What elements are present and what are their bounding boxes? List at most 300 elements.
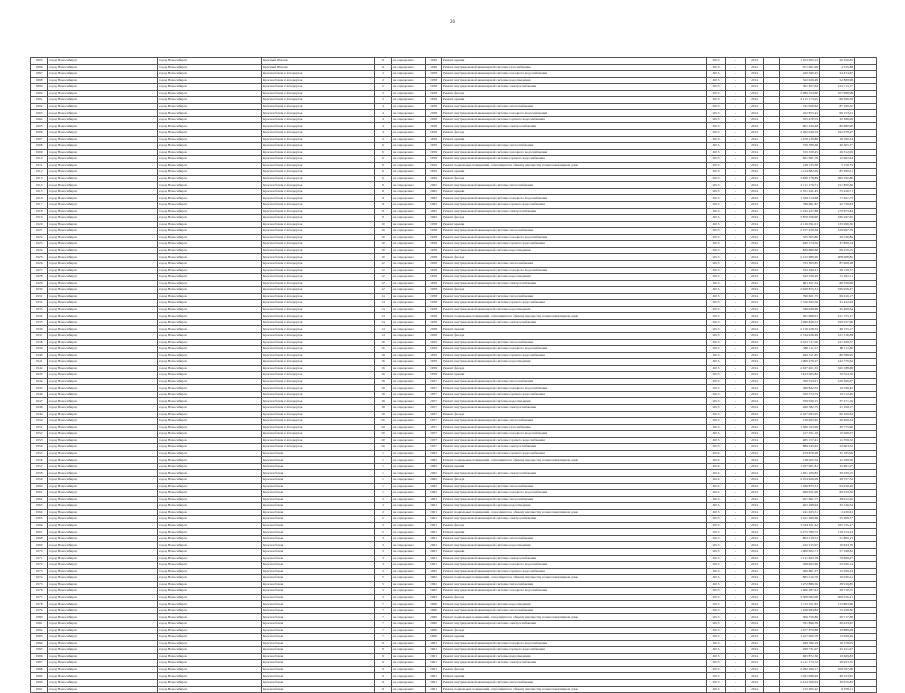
locality-cell: город Новосибирск [158,149,262,156]
work-type-cell: Ремонт внутридомовой инженерной системы газоснабжения [442,424,707,431]
ownership-cell: не определено [392,470,426,477]
work-type-cell: Ремонт крыши [442,58,707,65]
municipality-cell: город Новосибирск [48,280,158,287]
sum-cell: 25 411,07 [820,647,855,654]
work-type-cell: Ремонт внутридомовой инженерной системы теплоснабжения [442,339,707,346]
build-year-cell: 1958 [426,110,442,117]
work-type-cell: Ремонт внутридомовой инженерной системы теплоснабжения [442,103,707,110]
dash-cell: - [726,431,746,438]
house-cell: 14 [375,332,392,339]
ownership-cell: не определено [392,535,426,542]
house-cell: 5 [375,575,392,582]
locality-cell: город Новосибирск [158,156,262,163]
build-year-cell: 1961 [426,666,442,673]
work-type-cell: Ремонт подвальных помещений, относящихся к общему имуществу в многоквартирном доме [442,313,707,320]
cost-cell: 361 457,64 [780,84,820,91]
end-year-cell: 2014 [746,156,764,163]
build-year-cell: 1962 [426,195,442,202]
cost-cell: 665 872,30 [780,653,820,660]
locality-cell: город Новосибирск [158,182,262,189]
locality-cell: город Новосибирск [158,503,262,510]
cost-cell: 160 590,45 [780,71,820,78]
sum-cell: 75 226,71 [820,188,855,195]
municipality-cell: город Новосибирск [48,634,158,641]
house-cell: 7 [375,601,392,608]
municipality-cell: город Новосибирск [48,568,158,575]
sum-cell: 48 155,17 [820,326,855,333]
work-type-cell: Ремонт внутридомовой инженерной системы электроснабжения [442,280,707,287]
locality-cell: город Новосибирск [158,463,262,470]
cost-cell: 2 254 629,09 [780,477,820,484]
build-year-cell: 1960 [426,614,442,621]
start-year-cell: 2015 [707,385,726,392]
dash-cell: - [726,457,746,464]
cost-cell: 2 275 789,75 [780,529,820,536]
ownership-cell: не определено [392,607,426,614]
build-year-cell: 1958 [426,274,442,281]
sum-cell: 57 198,82 [820,549,855,556]
sum-cell: 28 710,75 [820,588,855,595]
street-cell: Краснообская 2-й переулок [262,378,375,385]
build-year-cell: 1961 [426,686,442,693]
end-year-cell: 2014 [746,280,764,287]
start-year-cell: 2015 [707,404,726,411]
row-number-cell: 1980 [31,614,48,621]
end-year-cell: 2014 [746,621,764,628]
municipality-cell: город Новосибирск [48,241,158,248]
street-cell: Краснообская 2-й переулок [262,293,375,300]
street-cell: Краснообская 2-й переулок [262,365,375,372]
row-number-cell: 1984 [31,640,48,647]
municipality-cell: город Новосибирск [48,346,158,353]
dash-cell: - [726,516,746,523]
dash-cell: - [726,627,746,634]
build-year-cell: 1958 [426,136,442,143]
end-year-cell: 2014 [746,293,764,300]
ownership-cell: не определено [392,575,426,582]
build-year-cell: 1962 [426,568,442,575]
cost-cell: 1 131 403,78 [780,555,820,562]
build-year-cell: 1958 [426,71,442,78]
build-year-cell: 1958 [426,228,442,235]
end-year-cell: 2014 [746,234,764,241]
dash-cell: - [726,372,746,379]
build-year-cell: 1949 [426,64,442,71]
end-year-cell: 2014 [746,522,764,529]
municipality-cell: город Новосибирск [48,549,158,556]
house-cell: 12 [375,274,392,281]
row-number-cell: 1926 [31,260,48,267]
street-cell: Краснообская [262,666,375,673]
municipality-cell: город Новосибирск [48,522,158,529]
cost-cell: 1 037 901,81 [780,463,820,470]
end-year-cell: 2014 [746,398,764,405]
cost-cell: 1 227 000,78 [780,634,820,641]
row-number-cell: 1895 [31,58,48,65]
house-cell: 12 [375,260,392,267]
start-year-cell: 2015 [707,188,726,195]
work-type-cell: Ремонт внутридомовой инженерной системы холодного водоснабжения [442,195,707,202]
ownership-cell: не определено [392,411,426,418]
dash-cell: - [726,326,746,333]
sum-cell: 29 717,68 [820,614,855,621]
cost-cell: 2 744 026,49 [780,332,820,339]
row-number-cell: 1972 [31,562,48,569]
build-year-cell: 1957 [426,437,442,444]
ownership-cell: не определено [392,326,426,333]
cost-cell: 961 220,48 [780,123,820,130]
locality-cell: город Новосибирск [158,634,262,641]
house-cell: 12 [375,267,392,274]
sum-cell: 32 146,34 [820,503,855,510]
end-year-cell: 2014 [746,346,764,353]
municipality-cell: город Новосибирск [48,398,158,405]
build-year-cell: 1958 [426,234,442,241]
sum-cell: 31 262,11 [820,274,855,281]
municipality-cell: город Новосибирск [48,673,158,680]
start-year-cell: 2015 [707,529,726,536]
ownership-cell: не определено [392,339,426,346]
municipality-cell: город Новосибирск [48,326,158,333]
cost-cell: 865 216,76 [780,575,820,582]
build-year-cell: 1959 [426,162,442,169]
build-year-cell: 1961 [426,679,442,686]
street-cell: Краснообская 2-й переулок [262,398,375,405]
locality-cell: город Новосибирск [158,686,262,693]
locality-cell: город Новосибирск [158,110,262,117]
locality-cell: город Новосибирск [158,169,262,176]
end-year-cell: 2014 [746,542,764,549]
start-year-cell: 2015 [707,509,726,516]
start-year-cell: 2015 [707,110,726,117]
street-cell: Краснообская [262,503,375,510]
start-year-cell: 2015 [707,575,726,582]
ownership-cell: не определено [392,215,426,222]
dash-cell: - [726,535,746,542]
work-type-cell: Ремонт внутридомовой инженерной системы водоотведения [442,542,707,549]
street-cell: Краснообская [262,621,375,628]
house-cell: 10 [375,228,392,235]
end-year-cell: 2014 [746,365,764,372]
work-type-cell: Ремонт внутридомовой инженерной системы горячего водоснабжения [442,352,707,359]
end-year-cell: 2014 [746,529,764,536]
ownership-cell: не определено [392,71,426,78]
municipality-cell: город Новосибирск [48,385,158,392]
street-cell: Краснообская [262,634,375,641]
sum-cell: 69 470,15 [820,247,855,254]
municipality-cell: город Новосибирск [48,483,158,490]
ownership-cell: не определено [392,103,426,110]
municipality-cell: город Новосибирск [48,306,158,313]
work-type-cell: Ремонт крыши [442,372,707,379]
street-cell: Красный Яблоня [262,64,375,71]
sum-cell: 13 658,49 [820,634,855,641]
sum-cell: 32 386,06 [820,116,855,123]
dash-cell: - [726,71,746,78]
locality-cell: город Новосибирск [158,365,262,372]
locality-cell: город Новосибирск [158,621,262,628]
cost-cell: 1 000 002,71 [780,549,820,556]
locality-cell: город Новосибирск [158,143,262,150]
build-year-cell: 1958 [426,77,442,84]
locality-cell: город Новосибирск [158,287,262,294]
end-year-cell: 2014 [746,562,764,569]
row-number-cell: 1912 [31,169,48,176]
locality-cell: город Новосибирск [158,293,262,300]
cost-cell: 496 051,96 [780,490,820,497]
municipality-cell: город Новосибирск [48,234,158,241]
house-cell: 18 [375,378,392,385]
sum-cell: 72 458,30 [820,607,855,614]
dash-cell: - [726,477,746,484]
end-year-cell: 2014 [746,221,764,228]
locality-cell: город Новосибирск [158,483,262,490]
sum-cell: 170 673,84 [820,208,855,215]
street-cell: Краснообская 2-й переулок [262,215,375,222]
work-type-cell: Ремонт внутридомовой инженерной системы теплоснабжения [442,607,707,614]
ownership-cell: не определено [392,287,426,294]
ownership-cell: не определено [392,666,426,673]
end-year-cell: 2014 [746,182,764,189]
municipality-cell: город Новосибирск [48,247,158,254]
end-year-cell: 2014 [746,195,764,202]
build-year-cell: 1962 [426,594,442,601]
cost-cell: 306 750,86 [780,614,820,621]
street-cell: Краснообская 2-й переулок [262,339,375,346]
row-number-cell: 1962 [31,496,48,503]
dash-cell: - [726,444,746,451]
municipality-cell: город Новосибирск [48,431,158,438]
end-year-cell: 2014 [746,653,764,660]
house-cell: 2 [375,522,392,529]
work-type-cell: Ремонт внутридомовой инженерной системы водоотведения [442,503,707,510]
dash-cell: - [726,58,746,65]
locality-cell: город Новосибирск [158,215,262,222]
street-cell: Краснообская [262,542,375,549]
end-year-cell: 2014 [746,411,764,418]
start-year-cell: 2015 [707,319,726,326]
dash-cell: - [726,647,746,654]
build-year-cell: 1958 [426,221,442,228]
cost-cell: 889 243,63 [780,444,820,451]
work-type-cell: Ремонт внутридомовой инженерной системы электроснабжения [442,555,707,562]
street-cell: Краснообская [262,450,375,457]
end-year-cell: 2014 [746,136,764,143]
municipality-cell: город Новосибирск [48,666,158,673]
end-year-cell: 2014 [746,116,764,123]
house-cell: 10 [375,247,392,254]
start-year-cell: 2015 [707,431,726,438]
row-number-cell: 1898 [31,77,48,84]
work-type-cell: Ремонт крыши [442,221,707,228]
row-number-cell: 1930 [31,287,48,294]
cost-cell: 1 906 279,27 [780,359,820,366]
start-year-cell: 2015 [707,228,726,235]
ownership-cell: не определено [392,162,426,169]
dash-cell: - [726,418,746,425]
end-year-cell: 2014 [746,673,764,680]
dash-cell: - [726,234,746,241]
build-year-cell: 1958 [426,116,442,123]
sum-cell: 121 753,17 [820,313,855,320]
dash-cell: - [726,319,746,326]
ownership-cell: не определено [392,143,426,150]
sum-cell: 29 469,54 [820,418,855,425]
house-cell: 6 [375,156,392,163]
cost-cell: 1 613 005,82 [780,372,820,379]
street-cell: Краснообская 2-й переулок [262,182,375,189]
sum-cell: 160 188,68 [820,365,855,372]
end-year-cell: 2014 [746,594,764,601]
house-cell: 14 [375,293,392,300]
cost-cell: 1 580 103,06 [780,424,820,431]
cost-cell: 192 299,41 [780,267,820,274]
dash-cell: - [726,143,746,150]
build-year-cell: 1961 [426,562,442,569]
locality-cell: город Новосибирск [158,97,262,104]
sum-cell: 85 360,01 [820,169,855,176]
cost-cell: 127 351,19 [780,431,820,438]
work-type-cell: Ремонт внутридомовой инженерной системы электроснабжения [442,660,707,667]
dash-cell: - [726,228,746,235]
start-year-cell: 2015 [707,280,726,287]
street-cell: Краснообская 2-й переулок [262,202,375,209]
dash-cell: - [726,339,746,346]
build-year-cell: 1959 [426,149,442,156]
street-cell: Краснообская [262,686,375,693]
sum-cell: 133 296,56 [820,221,855,228]
sum-cell: 19 669,83 [820,653,855,660]
build-year-cell: 1958 [426,241,442,248]
row-number-cell: 1977 [31,594,48,601]
start-year-cell: 2015 [707,116,726,123]
work-type-cell: Ремонт крыши [442,136,707,143]
table-body [31,58,877,693]
end-year-cell: 2014 [746,660,764,667]
work-type-cell: Ремонт внутридомовой инженерной системы холодного водоснабжения [442,385,707,392]
municipality-cell: город Новосибирск [48,607,158,614]
end-year-cell: 2014 [746,503,764,510]
house-cell: 3 [375,542,392,549]
ownership-cell: не определено [392,555,426,562]
house-cell: 6 [375,143,392,150]
row-number-cell: 1924 [31,247,48,254]
dash-cell: - [726,391,746,398]
build-year-cell: 1958 [426,280,442,287]
end-year-cell: 2014 [746,431,764,438]
build-year-cell: 1962 [426,581,442,588]
house-cell: 9 [375,673,392,680]
row-number-cell: 1908 [31,143,48,150]
municipality-cell: город Новосибирск [48,116,158,123]
work-type-cell: Ремонт внутридомовой инженерной системы холодного водоснабжения [442,640,707,647]
street-cell: Краснообская [262,516,375,523]
street-cell: Краснообская 2-й переулок [262,188,375,195]
build-year-cell: 1958 [426,247,442,254]
work-type-cell: Ремонт подвальных помещений, относящихся к общему имуществу в многоквартирном доме [442,509,707,516]
house-cell: 9 [375,666,392,673]
ownership-cell: не определено [392,90,426,97]
municipality-cell: город Новосибирск [48,490,158,497]
end-year-cell: 2014 [746,274,764,281]
street-cell: Краснообская [262,627,375,634]
dash-cell: - [726,90,746,97]
locality-cell: город Новосибирск [158,267,262,274]
dash-cell: - [726,568,746,575]
street-cell: Краснообская 2-й переулок [262,162,375,169]
ownership-cell: не определено [392,424,426,431]
locality-cell: город Новосибирск [158,274,262,281]
work-type-cell: Ремонт внутридомовой инженерной системы электроснабжения [442,123,707,130]
start-year-cell: 2015 [707,666,726,673]
municipality-cell: город Новосибирск [48,332,158,339]
end-year-cell: 2014 [746,306,764,313]
municipality-cell: город Новосибирск [48,457,158,464]
ownership-cell: не определено [392,490,426,497]
build-year-cell: 1962 [426,470,442,477]
ownership-cell: не определено [392,319,426,326]
row-number-cell: 1927 [31,267,48,274]
locality-cell: город Новосибирск [158,136,262,143]
house-cell: 10 [375,234,392,241]
municipality-cell: город Новосибирск [48,424,158,431]
ownership-cell: не определено [392,385,426,392]
dash-cell: - [726,581,746,588]
build-year-cell: 1961 [426,503,442,510]
end-year-cell: 2014 [746,215,764,222]
sum-cell: 18 700,54 [820,136,855,143]
municipality-cell: город Новосибирск [48,640,158,647]
ownership-cell: не определено [392,634,426,641]
street-cell: Краснообская 2-й переулок [262,385,375,392]
cost-cell: 1 011 266,66 [780,516,820,523]
row-number-cell: 1928 [31,274,48,281]
municipality-cell: город Новосибирск [48,339,158,346]
municipality-cell: город Новосибирск [48,208,158,215]
house-cell: 12 [375,280,392,287]
house-cell: 2 [375,90,392,97]
dash-cell: - [726,313,746,320]
work-type-cell: Ремонт внутридомовой инженерной системы теплоснабжения [442,143,707,150]
municipality-cell: город Новосибирск [48,647,158,654]
street-cell: Краснообская 2-й переулок [262,110,375,117]
house-cell: 16 [375,372,392,379]
cost-cell: 1 180 875,31 [780,483,820,490]
cost-cell: 342 256,49 [780,274,820,281]
start-year-cell: 2015 [707,202,726,209]
row-number-cell: 1987 [31,660,48,667]
cost-cell: 2 551 241,43 [780,188,820,195]
locality-cell: город Новосибирск [158,208,262,215]
locality-cell: город Новосибирск [158,660,262,667]
municipality-cell: город Новосибирск [48,601,158,608]
cost-cell: 1 677 879,88 [780,627,820,634]
locality-cell: город Новосибирск [158,647,262,654]
house-cell: 4 [375,110,392,117]
work-type-cell: Ремонт внутридомовой инженерной системы холодного водоснабжения [442,110,707,117]
house-cell: 7 [375,614,392,621]
ownership-cell: не определено [392,182,426,189]
end-year-cell: 2014 [746,463,764,470]
dash-cell: - [726,653,746,660]
street-cell: Краснообская 2-й переулок [262,359,375,366]
build-year-cell: 1962 [426,457,442,464]
sum-cell: 143 770,62 [820,359,855,366]
street-cell: Краснообская [262,679,375,686]
house-cell: 6 [375,149,392,156]
work-type-cell: Ремонт внутридомовой инженерной системы электроснабжения [442,621,707,628]
page-number: 26 [450,20,455,25]
